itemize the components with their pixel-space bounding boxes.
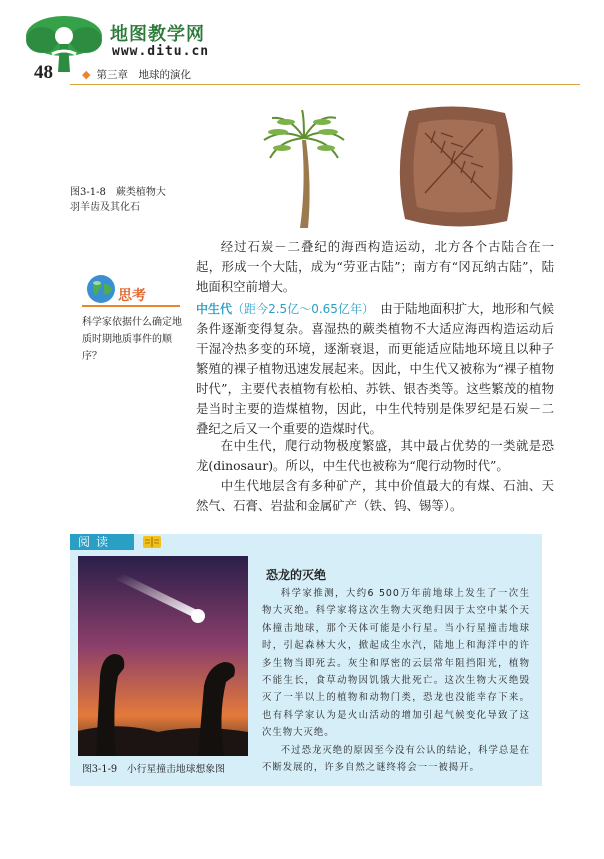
paragraph-4: [196, 476, 554, 516]
reading-body: [262, 585, 530, 776]
figure-3-1-9-caption: 图3-1-9 小行星撞击地球想象图: [82, 764, 225, 775]
paragraph-2-text: [196, 299, 554, 439]
globe-icon: [86, 274, 116, 304]
reading-paragraph-1: 科学家推测，大约6 500万年前地球上发生了一次生物大灭绝。科学家将这次生物大灭绝归因于太空中某个天体撞击地球，那个天体可能是小行星。当小行星撞击地球时，引起森林大火，掀起成尘水汽，陆地上和海洋中的许多生物当即死去。灰尘和厚密的云层常年阻挡阳光，植物不能生长，食草动物因饥饿大批死亡。这次生物大灭绝毁灭了一半以上的植物和动物门类，恐龙也没能幸存下来。也有科学家认为是火山活动的增加引起气候变化导致了这次生物大灭绝。: [262, 588, 530, 739]
paragraph-4-text: 中生代地层含有多种矿产，其中价值最大的有煤、石油、天然气、石膏、岩盐和金属矿产（铁、钨、锡等）。: [196, 478, 554, 513]
diamond-icon: ◆: [82, 68, 91, 81]
header-divider: [70, 84, 580, 85]
think-divider: [82, 305, 180, 307]
paragraph-1: [196, 237, 554, 297]
reading-tab: [70, 534, 134, 550]
paragraph-1-text: 经过石炭－二叠纪的海西构造运动，北方各个古陆合在一起，形成一个大陆，成为“劳亚古陆”；南方有“冈瓦纳古陆”，陆地面积空前增大。: [196, 239, 554, 294]
paragraph-3-text: 在中生代，爬行动物极度繁盛，其中最占优势的一类就是恐龙(dinosaur)。所以，中生代也被称为“爬行动物时代”。: [196, 438, 554, 473]
think-title: 思考: [118, 288, 146, 304]
book-icon: [142, 534, 162, 550]
reading-title: 恐龙的灭绝: [266, 568, 327, 582]
paragraph-2: [196, 299, 554, 439]
site-name: 地图教学网: [110, 24, 205, 45]
figure-3-1-8-caption: 图3-1-8 蕨类植物大羽羊齿及其化石: [70, 187, 166, 213]
asteroid-impact-illustration: [78, 556, 248, 756]
site-url: www.ditu.cn: [112, 44, 210, 59]
fern-plant-illustration: [262, 110, 346, 230]
think-question: 科学家依据什么确定地质时期地质事件的顺序？: [82, 317, 182, 362]
paragraph-2-body: 由于陆地面积扩大，地形和气候条件逐渐变得复杂。喜湿热的蕨类植物不大适应海西构造运动后干湿冷热多变的环境，逐渐衰退，而更能适应陆地环境且以种子繁殖的裸子植物迅速发展起来。因此，中生代又被称为“裸子植物时代”，主要代表植物有松柏、苏铁、银杏类等。这些繁茂的植物是当时主要的造煤植物，因此，中生代特别是侏罗纪是石炭－二叠纪之后又一个重要的造煤时代。: [196, 301, 554, 436]
paragraph-3: [196, 436, 554, 476]
reading-tab-label: 阅读: [78, 535, 115, 549]
chapter-title: 第三章 地球的演化: [96, 69, 191, 81]
era-heading: 中生代: [196, 302, 233, 316]
era-range: （距今2.5亿～0.65亿年）: [232, 302, 368, 316]
chapter-heading: [82, 67, 191, 82]
reading-paragraph-2: 不过恐龙灭绝的原因至今没有公认的结论，科学总是在不断发展的，许多自然之谜终将会一一被揭开。: [262, 744, 530, 774]
page-number: 48: [34, 62, 53, 83]
fossil-rock-image: [395, 103, 517, 229]
